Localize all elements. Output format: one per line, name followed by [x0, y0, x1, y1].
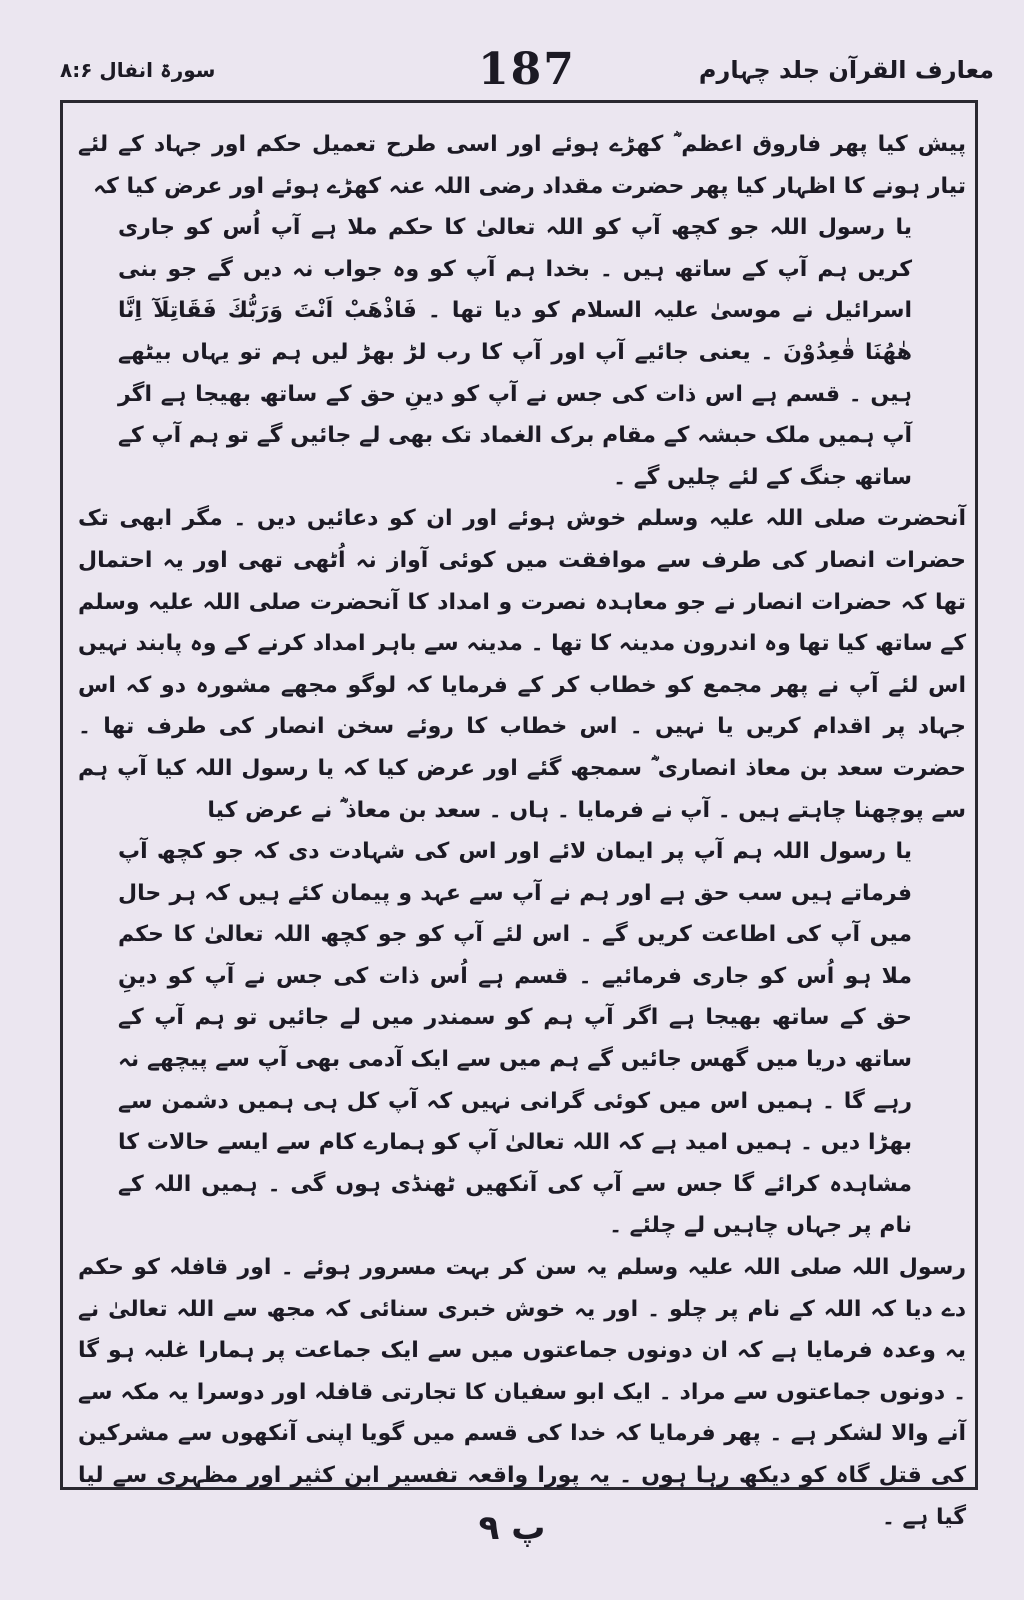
signature-mark: پ ۹ [478, 1508, 546, 1548]
page-header [60, 44, 994, 97]
quote-paragraph: یا رسول اللہ جو کچھ آپ کو اللہ تعالیٰ کا حکم ملا ہے آپ اُس کو جاری کریں ہم آپ کے ساتھ ہیں ۔ بخدا ہم آپ کو وہ جواب نہ دیں گے جو بنی اسرائیل نے موسیٰ علیہ السلام کو دیا تھا ۔ فَاذْهَبْ اَنْتَ وَرَبُّكَ فَقَاتِلَآ اِنَّا هٰهُنَا قٰعِدُوْنَ ۔ یعنی جائیے آپ اور آپ کا رب لڑ بھڑ لیں ہم تو یہاں بیٹھے ہیں ۔ قسم ہے اس ذات کی جس نے آپ کو دینِ حق کے ساتھ بھیجا ہے اگر آپ ہمیں ملک حبشہ کے مقام برک الغماد تک بھی لے جائیں گے تو ہم آپ کے ساتھ جنگ کے لئے چلیں گے ۔ [118, 215, 912, 490]
book-title: معارف القرآن جلد چہارم [698, 56, 994, 84]
page-number: 187 [478, 44, 576, 95]
surah-reference: سورۃ انفال ۸:۶ [60, 58, 216, 82]
paragraph: آنحضرت صلی اللہ علیہ وسلم خوش ہوئے اور ان کو دعائیں دیں ۔ مگر ابھی تک حضرات انصار کی طرف سے موافقت میں کوئی آواز نہ اُٹھی تھی اور یہ احتمال تھا کہ حضرات انصار نے جو معاہدہ نصرت و امداد کا آنحضرت صلی اللہ علیہ وسلم کے ساتھ کیا تھا وہ اندرون مدینہ کا تھا ۔ مدینہ سے باہر امداد کرنے کے وہ پابند نہیں اس لئے آپ نے پھر مجمع کو خطاب کر کے فرمایا کہ لوگو مجھے مشورہ دو کہ اس جہاد پر اقدام کریں یا نہیں ۔ اس خطاب کا روئے سخن انصار کی طرف تھا ۔ حضرت سعد بن معاذ انصاری ؓ سمجھ گئے اور عرض کیا کہ یا رسول اللہ کیا آپ ہم سے پوچھنا چاہتے ہیں ۔ آپ نے فرمایا ۔ ہاں ۔ سعد بن معاذ ؓ نے عرض کیا [78, 506, 966, 823]
paragraph: رسول اللہ صلی اللہ علیہ وسلم یہ سن کر بہت مسرور ہوئے ۔ اور قافلہ کو حکم دے دیا کہ اللہ کے نام پر چلو ۔ اور یہ خوش خبری سنائی کہ مجھ سے اللہ تعالیٰ نے یہ وعدہ فرمایا ہے کہ ان دونوں جماعتوں میں سے ایک جماعت پر ہمارا غلبہ ہو گا ۔ دونوں جماعتوں سے مراد ۔ ایک ابو سفیان کا تجارتی قافلہ اور دوسرا یہ مکہ سے آنے والا لشکر ہے ۔ پھر فرمایا کہ خدا کی قسم میں گویا اپنی آنکھوں سے مشرکین کی قتل گاہ کو دیکھ رہا ہوں ۔ یہ پورا واقعہ تفسیر ابن کثیر اور مظہری سے لیا گیا ہے ۔ [78, 1255, 966, 1530]
paragraph: پیش کیا پھر فاروق اعظم ؓ کھڑے ہوئے اور اسی طرح تعمیل حکم اور جہاد کے لئے تیار ہونے کا اظہار کیا پھر حضرت مقداد رضی اللہ عنہ کھڑے ہوئے اور عرض کیا کہ [78, 132, 966, 199]
quote-paragraph: یا رسول اللہ ہم آپ پر ایمان لائے اور اس کی شہادت دی کہ جو کچھ آپ فرماتے ہیں سب حق ہے اور ہم نے آپ سے عہد و پیمان کئے ہیں کہ ہر حال میں آپ کی اطاعت کریں گے ۔ اس لئے آپ کو جو کچھ اللہ تعالیٰ کا حکم ملا ہو اُس کو جاری فرمائیے ۔ قسم ہے اُس ذات کی جس نے آپ کو دینِ حق کے ساتھ بھیجا ہے اگر آپ ہم کو سمندر میں لے جائیں تو ہم آپ کے ساتھ دریا میں گھس جائیں گے ہم میں سے ایک آدمی بھی آپ سے پیچھے نہ رہے گا ۔ ہمیں اس میں کوئی گرانی نہیں کہ آپ کل ہی ہمیں دشمن سے بھڑا دیں ۔ ہمیں امید ہے کہ اللہ تعالیٰ آپ کو ہمارے کام سے ایسے حالات کا مشاہدہ کرائے گا جس سے آپ کی آنکھیں ٹھنڈی ہوں گی ۔ ہمیں اللہ کے نام پر جہاں چاہیں لے چلئے ۔ [118, 839, 912, 1239]
main-text [78, 124, 966, 1538]
